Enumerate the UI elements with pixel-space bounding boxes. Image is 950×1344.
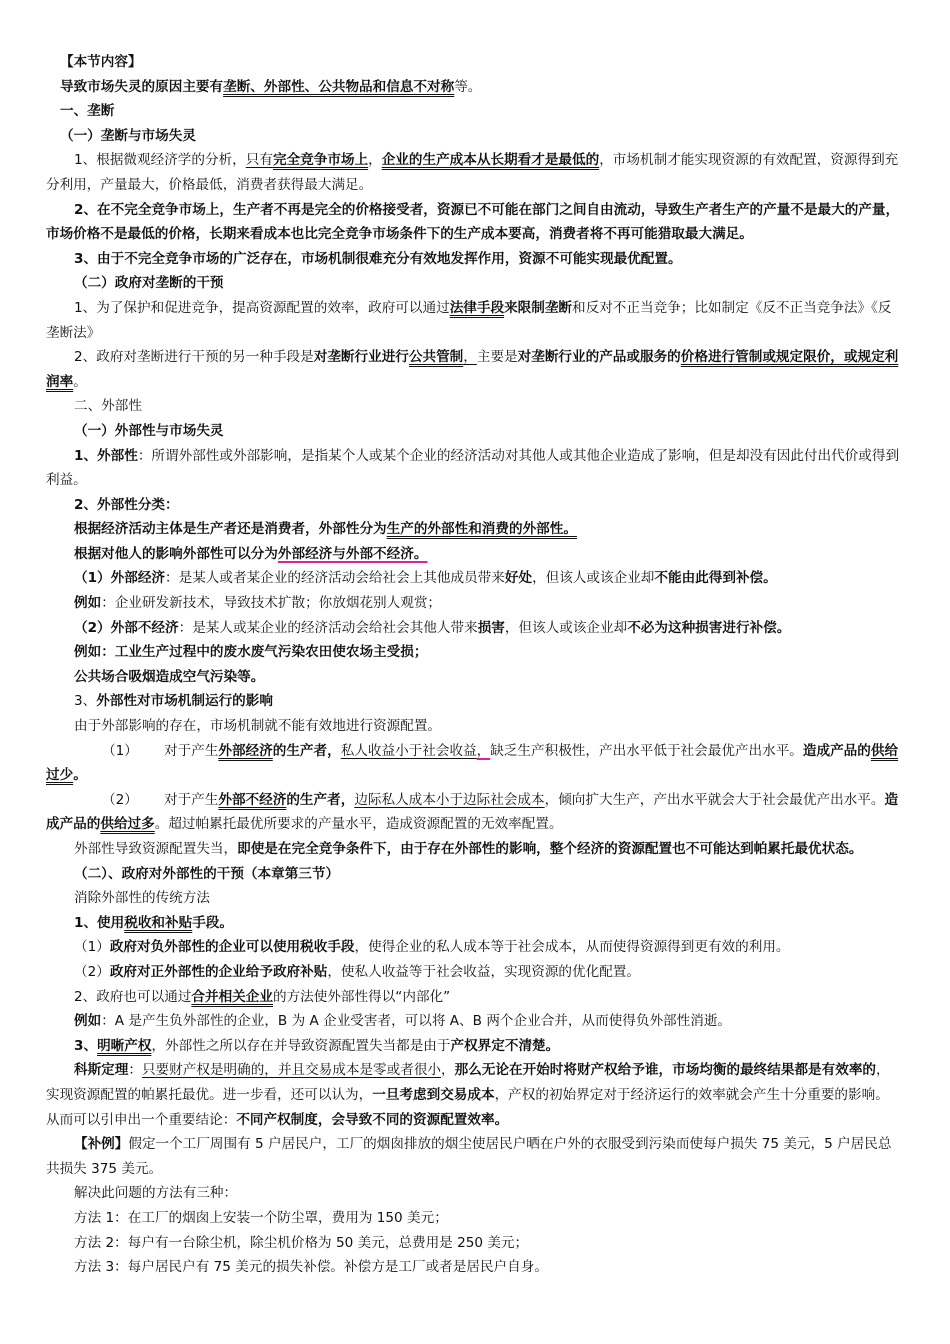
supplementary-example: 【补例】假定一个工厂周围有 5 户居民户，工厂的烟囱排放的烟尘使居民户晒在户外的衣服受到污染而使每户损失 75 美元，5 户居民总共损失 375 美元。 xyxy=(46,1136,892,1177)
paragraph-1: 1、根据微观经济学的分析，只有完全竞争市场上，企业的生产成本从长期看才是最低的，市场机制才能实现资源的有效配置，资源得到充分利用，产量最大，价格最低，消费者获得最大满足。 xyxy=(46,152,899,193)
external-diseconomy: （2）外部不经济：是某人或某企业的经济活动会给社会其他人带来损害，但该人或该企业却不必为这种损害进行补偿。 xyxy=(74,619,791,636)
method-tax: （1）政府对负外部性的企业可以使用税收手段，使得企业的私人成本等于社会成本，从而使得资源得到更有效的利用。 xyxy=(74,939,790,956)
traditional-methods: 消除外部性的传统方法 xyxy=(74,890,210,907)
method-merge: 2、政府也可以通过合并相关企业的方法使外部性得以“内部化” xyxy=(74,988,451,1005)
intro-line: 导致市场失灵的原因主要有垄断、外部性、公共物品和信息不对称等。 xyxy=(60,78,482,95)
paragraph-2: 2、在不完全竞争市场上，生产者不再是完全的价格接受者，资源已不可能在部门之间自由流动，导致生产者生产的产量不是最大的产量，市场价格不是最低的价格，长期来看成本也比完全竞争市场条件下的生产成本要高，消费者将不再可能猎取最大满足。 xyxy=(46,201,900,243)
externality-classification: 2、外部性分类： xyxy=(74,496,179,513)
paragraph-4: 1、为了保护和促进竞争，提高资源配置的效率，政府可以通过法律手段来限制垄断和反对不正当竞争；比如制定《反不正当竞争法》《反垄断法》 xyxy=(46,299,892,341)
coase-theorem: 科斯定理：只要财产权是明确的，并且交易成本是零或者很小，那么无论在开始时将财产权给予谁，市场均衡的最终结果都是有效率的，实现资源配置的帕累托最优。进一步看，还可以认为，一旦考虑到交易成本，产权的初始界定对于经济运行的效率就会产生十分重要的影响。从而可以引申出一个重要结论：不同产权制度，会导致不同的资源配置效率。 xyxy=(46,1062,890,1128)
method-subsidy: （2）政府对正外部性的企业给予政府补贴，使私人收益等于社会收益，实现资源的优化配置。 xyxy=(74,963,640,980)
solution-3: 方法 3：每户居民户有 75 美元的损失补偿。补偿方是工厂或者是居民户自身。 xyxy=(74,1259,548,1276)
example-3: 例如：A 是产生负外部性的企业，B 为 A 企业受害者，可以将 A、B 两个企业合并，从而使得负外部性消逝。 xyxy=(74,1013,732,1030)
impact-intro: 由于外部影响的存在，市场机制就不能有效地进行资源配置。 xyxy=(74,718,442,735)
subheading-externality-intervention: （二）、政府对外部性的干预（本章第三节） xyxy=(74,865,340,882)
example-2-cont: 公共场合吸烟造成空气污染等。 xyxy=(74,668,265,685)
solutions-intro: 解决此问题的方法有三种： xyxy=(74,1185,238,1202)
example-2: 例如：工业生产过程中的废水废气污染农田使农场主受损； xyxy=(74,644,428,661)
paragraph-3: 3、由于不完全竞争市场的广泛存在，市场机制很难充分有效地发挥作用，资源不可能实现最优配置。 xyxy=(74,250,682,267)
heading-externality: 二、外部性 xyxy=(74,398,142,415)
impact-summary: 外部性导致资源配置失当，即使是在完全竞争条件下，由于存在外部性的影响，整个经济的资源配置也不可能达到帕累托最优状态。 xyxy=(74,841,863,857)
heading-monopoly: 一、垄断 xyxy=(60,103,115,120)
subheading-monopoly-failure: （一）垄断与市场失灵 xyxy=(60,127,196,144)
classification-line-1: 根据经济活动主体是生产者还是消费者，外部性分为生产的外部性和消费的外部性。 xyxy=(74,521,577,538)
solution-2: 方法 2：每户有一台除尘机，除尘机价格为 50 美元，总费用是 250 美元； xyxy=(74,1234,529,1251)
impact-item-2: （2） 对于产生外部不经济的生产者，边际私人成本小于边际社会成本，倾向扩大生产，产出水平就会大于社会最优产出水平。造成产品的供给过多。超过帕累托最优所要求的产量水平，造成资源配置的无效率配置。 xyxy=(46,791,899,833)
paragraph-5: 2、政府对垄断进行干预的另一种手段是对垄断行业进行公共管制，主要是对垄断行业的产品或服务的价格进行管制或规定限价，或规定利润率。 xyxy=(46,349,899,390)
subheading-externality-failure: （一）外部性与市场失灵 xyxy=(74,422,224,439)
impact-item-1: （1） 对于产生外部经济的生产者，私人收益小于社会收益，缺乏生产积极性，产出水平低于社会最优产出水平。造成产品的供给过少。 xyxy=(46,742,899,784)
method-tax-subsidy: 1、使用税收和补贴手段。 xyxy=(74,914,233,931)
example-1: 例如：企业研发新技术，导致技术扩散；你放烟花别人观赏； xyxy=(74,595,442,612)
impact-heading: 3、外部性对市场机制运行的影响 xyxy=(74,693,273,710)
external-economy: （1）外部经济：是某人或者某企业的经济活动会给社会上其他成员带来好处，但该人或该企业却不能由此得到补偿。 xyxy=(74,570,777,587)
paragraph-6: 1、外部性：所谓外部性或外部影响，是指某个人或某个企业的经济活动对其他人或其他企业造成了影响，但是却没有因此付出代价或得到利益。 xyxy=(46,447,900,489)
classification-line-2: 根据对他人的影响外部性可以分为外部经济与外部不经济。 xyxy=(74,545,428,562)
section-label: 【本节内容】 xyxy=(60,54,142,70)
method-property-rights: 3、明晰产权，外部性之所以存在并导致资源配置失当都是由于产权界定不清楚。 xyxy=(74,1037,560,1054)
solution-1: 方法 1：在工厂的烟囱上安装一个防尘罩，费用为 150 美元； xyxy=(74,1209,448,1226)
subheading-monopoly-intervention: （二）政府对垄断的干预 xyxy=(74,275,224,292)
